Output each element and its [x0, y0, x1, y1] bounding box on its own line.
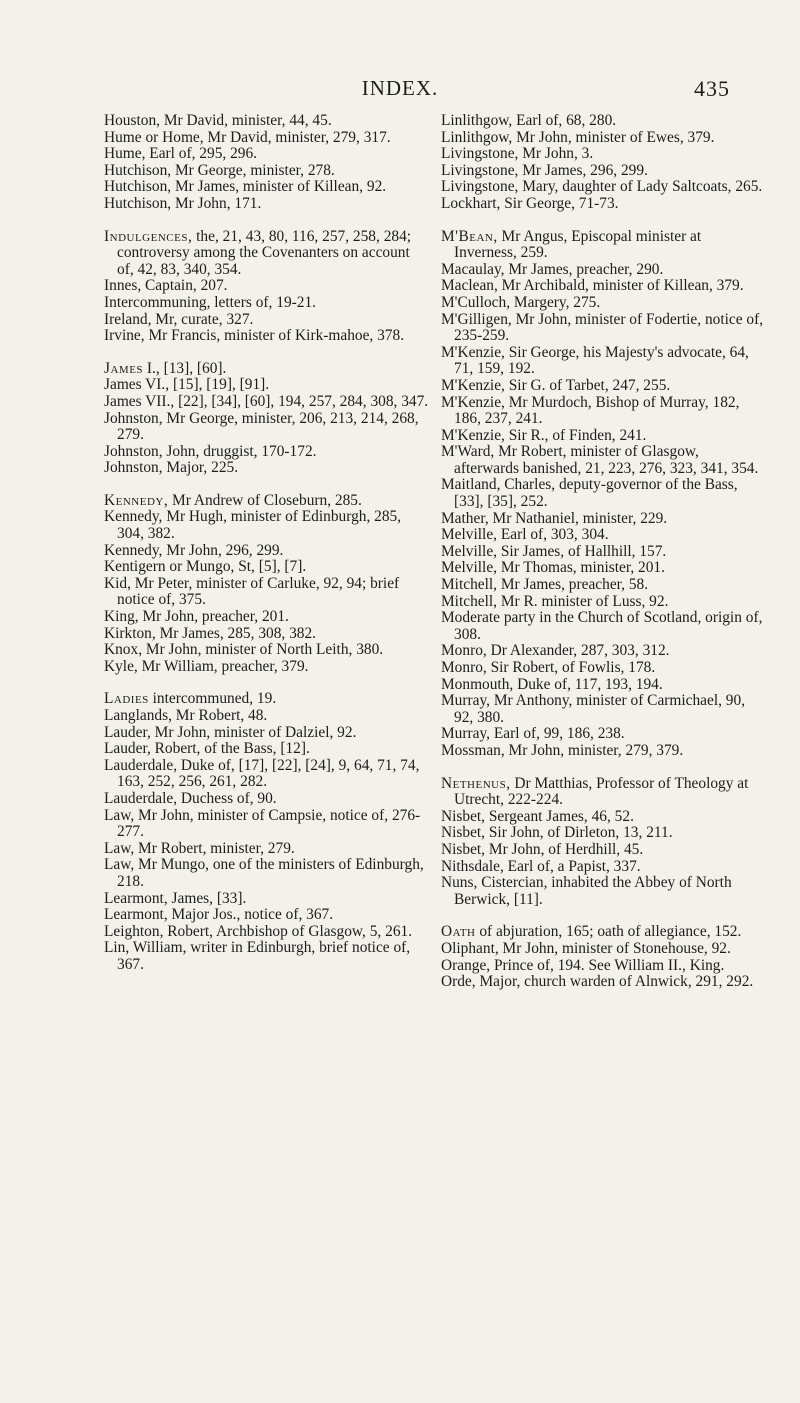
- index-entry: M'Gilligen, Mr John, minister of Fodertie, notice of, 235-259.: [441, 310, 764, 345]
- index-entry: Johnston, John, druggist, 170-172.: [104, 442, 317, 460]
- index-entry: Nuns, Cistercian, inhabited the Abbey of North Berwick, [11].: [441, 874, 732, 908]
- index-entry: Lin, William, writer in Edinburgh, brief notice of, 367.: [104, 939, 411, 973]
- index-entry: Kennedy, Mr Hugh, minister of Edinburgh, 285, 304, 382.: [104, 508, 402, 543]
- index-entry: Murray, Earl of, 99, 186, 238.: [441, 725, 625, 743]
- index-entry: Monro, Sir Robert, of Fowlis, 178.: [441, 659, 656, 676]
- index-entry: Moderate party in the Church of Scotland, origin of, 308.: [441, 609, 763, 643]
- index-entry: M'Kenzie, Sir G. of Tarbet, 247, 255.: [441, 376, 671, 394]
- letter-group-gap: [441, 760, 767, 776]
- index-entry: Hume, Earl of, 295, 296.: [104, 145, 258, 163]
- index-entry: Maitland, Charles, deputy-governor of the Bass, [33], [35], 252.: [441, 476, 738, 511]
- index-entry: Linlithgow, Mr John, minister of Ewes, 379.: [441, 128, 715, 146]
- letter-group-gap: [441, 213, 767, 229]
- index-entry: Lockhart, Sir George, 71-73.: [441, 194, 619, 212]
- index-entry: Kirkton, Mr James, 285, 308, 382.: [104, 624, 317, 642]
- index-entry: Johnston, Major, 225.: [104, 459, 239, 477]
- index-entry: Nisbet, Sergeant James, 46, 52.: [441, 807, 634, 825]
- page-number: 435: [694, 76, 730, 101]
- letter-group-gap: [104, 477, 430, 493]
- index-entry: Law, Mr Mungo, one of the ministers of Edinburgh, 218.: [104, 856, 424, 890]
- right-column: [441, 113, 767, 991]
- left-column: [104, 113, 430, 974]
- index-entry: Oliphant, Mr John, minister of Stonehouse, 92.: [441, 939, 731, 957]
- index-entry: Lauder, Robert, of the Bass, [12].: [104, 740, 310, 758]
- index-entry: Kyle, Mr William, preacher, 379.: [104, 657, 309, 675]
- index-entry: Irvine, Mr Francis, minister of Kirk-mahoe, 378.: [104, 327, 405, 345]
- index-entry: Monro, Dr Alexander, 287, 303, 312.: [441, 642, 670, 660]
- index-entry: James I., [13], [60].: [104, 359, 227, 377]
- index-entry: M'Ward, Mr Robert, minister of Glasgow, afterwards banished, 21, 223, 276, 323, 341, 354.: [441, 443, 759, 477]
- index-entry: Livingstone, Mary, daughter of Lady Saltcoats, 265.: [441, 178, 763, 196]
- index-entry: Leighton, Robert, Archbishop of Glasgow, 5, 261.: [104, 922, 413, 940]
- index-entry: Hutchison, Mr James, minister of Killean, 92.: [104, 178, 387, 196]
- index-entry: Hutchison, Mr John, 171.: [104, 194, 262, 212]
- index-entry: Kennedy, Mr John, 296, 299.: [104, 541, 284, 559]
- index-entry: Mitchell, Mr R. minister of Luss, 92.: [441, 592, 669, 610]
- index-entry: Kid, Mr Peter, minister of Carluke, 92, 94; brief notice of, 375.: [104, 574, 400, 609]
- index-entry: Macaulay, Mr James, preacher, 290.: [441, 260, 664, 278]
- index-entry: James VI., [15], [19], [91].: [104, 376, 270, 394]
- index-entry: Ladies intercommuned, 19.: [104, 690, 277, 708]
- running-head: [0, 76, 800, 106]
- index-entry: Hume or Home, Mr David, minister, 279, 317.: [104, 128, 391, 146]
- letter-group-gap: [104, 675, 430, 691]
- letter-group-gap: [441, 908, 767, 924]
- index-entry: Knox, Mr John, minister of North Leith, 380.: [104, 641, 384, 659]
- index-entry: Lauder, Mr John, minister of Dalziel, 92.: [104, 723, 357, 741]
- index-entry: Langlands, Mr Robert, 48.: [104, 707, 268, 724]
- index-entry: Ireland, Mr, curate, 327.: [104, 310, 254, 328]
- index-entry: Law, Mr John, minister of Campsie, notice of, 276-277.: [104, 806, 421, 841]
- index-entry: Orde, Major, church warden of Alnwick, 291, 292.: [441, 973, 754, 991]
- index-entry: Lauderdale, Duke of, [17], [22], [24], 9, 64, 71, 74, 163, 252, 256, 261, 282.: [104, 756, 420, 791]
- index-entry: Livingstone, Mr James, 296, 299.: [441, 161, 648, 179]
- letter-group-gap: [104, 345, 430, 361]
- index-entry: Nisbet, Sir John, of Dirleton, 13, 211.: [441, 824, 673, 842]
- index-entry: Melville, Earl of, 303, 304.: [441, 526, 609, 544]
- index-entry: Mossman, Mr John, minister, 279, 379.: [441, 741, 684, 759]
- index-entry: M'Kenzie, Mr Murdoch, Bishop of Murray, 182, 186, 237, 241.: [441, 393, 740, 428]
- index-entry: Oath of abjuration, 165; oath of allegiance, 152.: [441, 923, 742, 941]
- index-entry: Mather, Mr Nathaniel, minister, 229.: [441, 509, 668, 527]
- index-entry: Linlithgow, Earl of, 68, 280.: [441, 112, 617, 129]
- index-entry: Livingstone, Mr John, 3.: [441, 145, 594, 163]
- index-entry: Nisbet, Mr John, of Herdhill, 45.: [441, 840, 644, 858]
- index-entry: Maclean, Mr Archibald, minister of Killean, 379.: [441, 277, 744, 295]
- index-entry: M'Kenzie, Sir R., of Finden, 241.: [441, 426, 647, 444]
- page-title: INDEX.: [361, 76, 439, 100]
- index-entry: Law, Mr Robert, minister, 279.: [104, 839, 295, 857]
- index-entry: Learmont, James, [33].: [104, 889, 247, 907]
- index-entry: M'Culloch, Margery, 275.: [441, 293, 601, 311]
- index-entry: Indulgences, the, 21, 43, 80, 116, 257, 258, 284; controversy among the Covenanters on account of, 42, 83, 340, 354.: [104, 227, 412, 278]
- index-entry: Houston, Mr David, minister, 44, 45.: [104, 112, 332, 129]
- index-entry: Orange, Prince of, 194. See William II., King.: [441, 956, 725, 974]
- index-entry: Kentigern or Mungo, St, [5], [7].: [104, 558, 307, 576]
- index-entry: King, Mr John, preacher, 201.: [104, 608, 289, 626]
- index-entry: M'Kenzie, Sir George, his Majesty's advocate, 64, 71, 159, 192.: [441, 343, 749, 378]
- index-entry: Johnston, Mr George, minister, 206, 213, 214, 268, 279.: [104, 409, 419, 444]
- index-entry: Learmont, Major Jos., notice of, 367.: [104, 906, 334, 924]
- index-entry: Kennedy, Mr Andrew of Closeburn, 285.: [104, 491, 362, 509]
- index-entry: James VII., [22], [34], [60], 194, 257, 284, 308, 347.: [104, 392, 429, 410]
- index-entry: Melville, Sir James, of Hallhill, 157.: [441, 542, 667, 560]
- index-entry: Murray, Mr Anthony, minister of Carmichael, 90, 92, 380.: [441, 692, 746, 726]
- index-entry: Innes, Captain, 207.: [104, 277, 228, 295]
- index-entry: Nethenus, Dr Matthias, Professor of Theology at Utrecht, 222-224.: [441, 774, 749, 809]
- index-entry: Monmouth, Duke of, 117, 193, 194.: [441, 675, 663, 693]
- index-entry: Melville, Mr Thomas, minister, 201.: [441, 559, 665, 577]
- index-entry: Hutchison, Mr George, minister, 278.: [104, 161, 335, 179]
- index-entry: Lauderdale, Duchess of, 90.: [104, 789, 277, 807]
- index-entry: Mitchell, Mr James, preacher, 58.: [441, 576, 649, 594]
- index-entry: M'Bean, Mr Angus, Episcopal minister at Inverness, 259.: [441, 227, 702, 262]
- index-entry: Nithsdale, Earl of, a Papist, 337.: [441, 857, 641, 875]
- letter-group-gap: [104, 213, 430, 229]
- index-entry: Intercommuning, letters of, 19-21.: [104, 293, 316, 311]
